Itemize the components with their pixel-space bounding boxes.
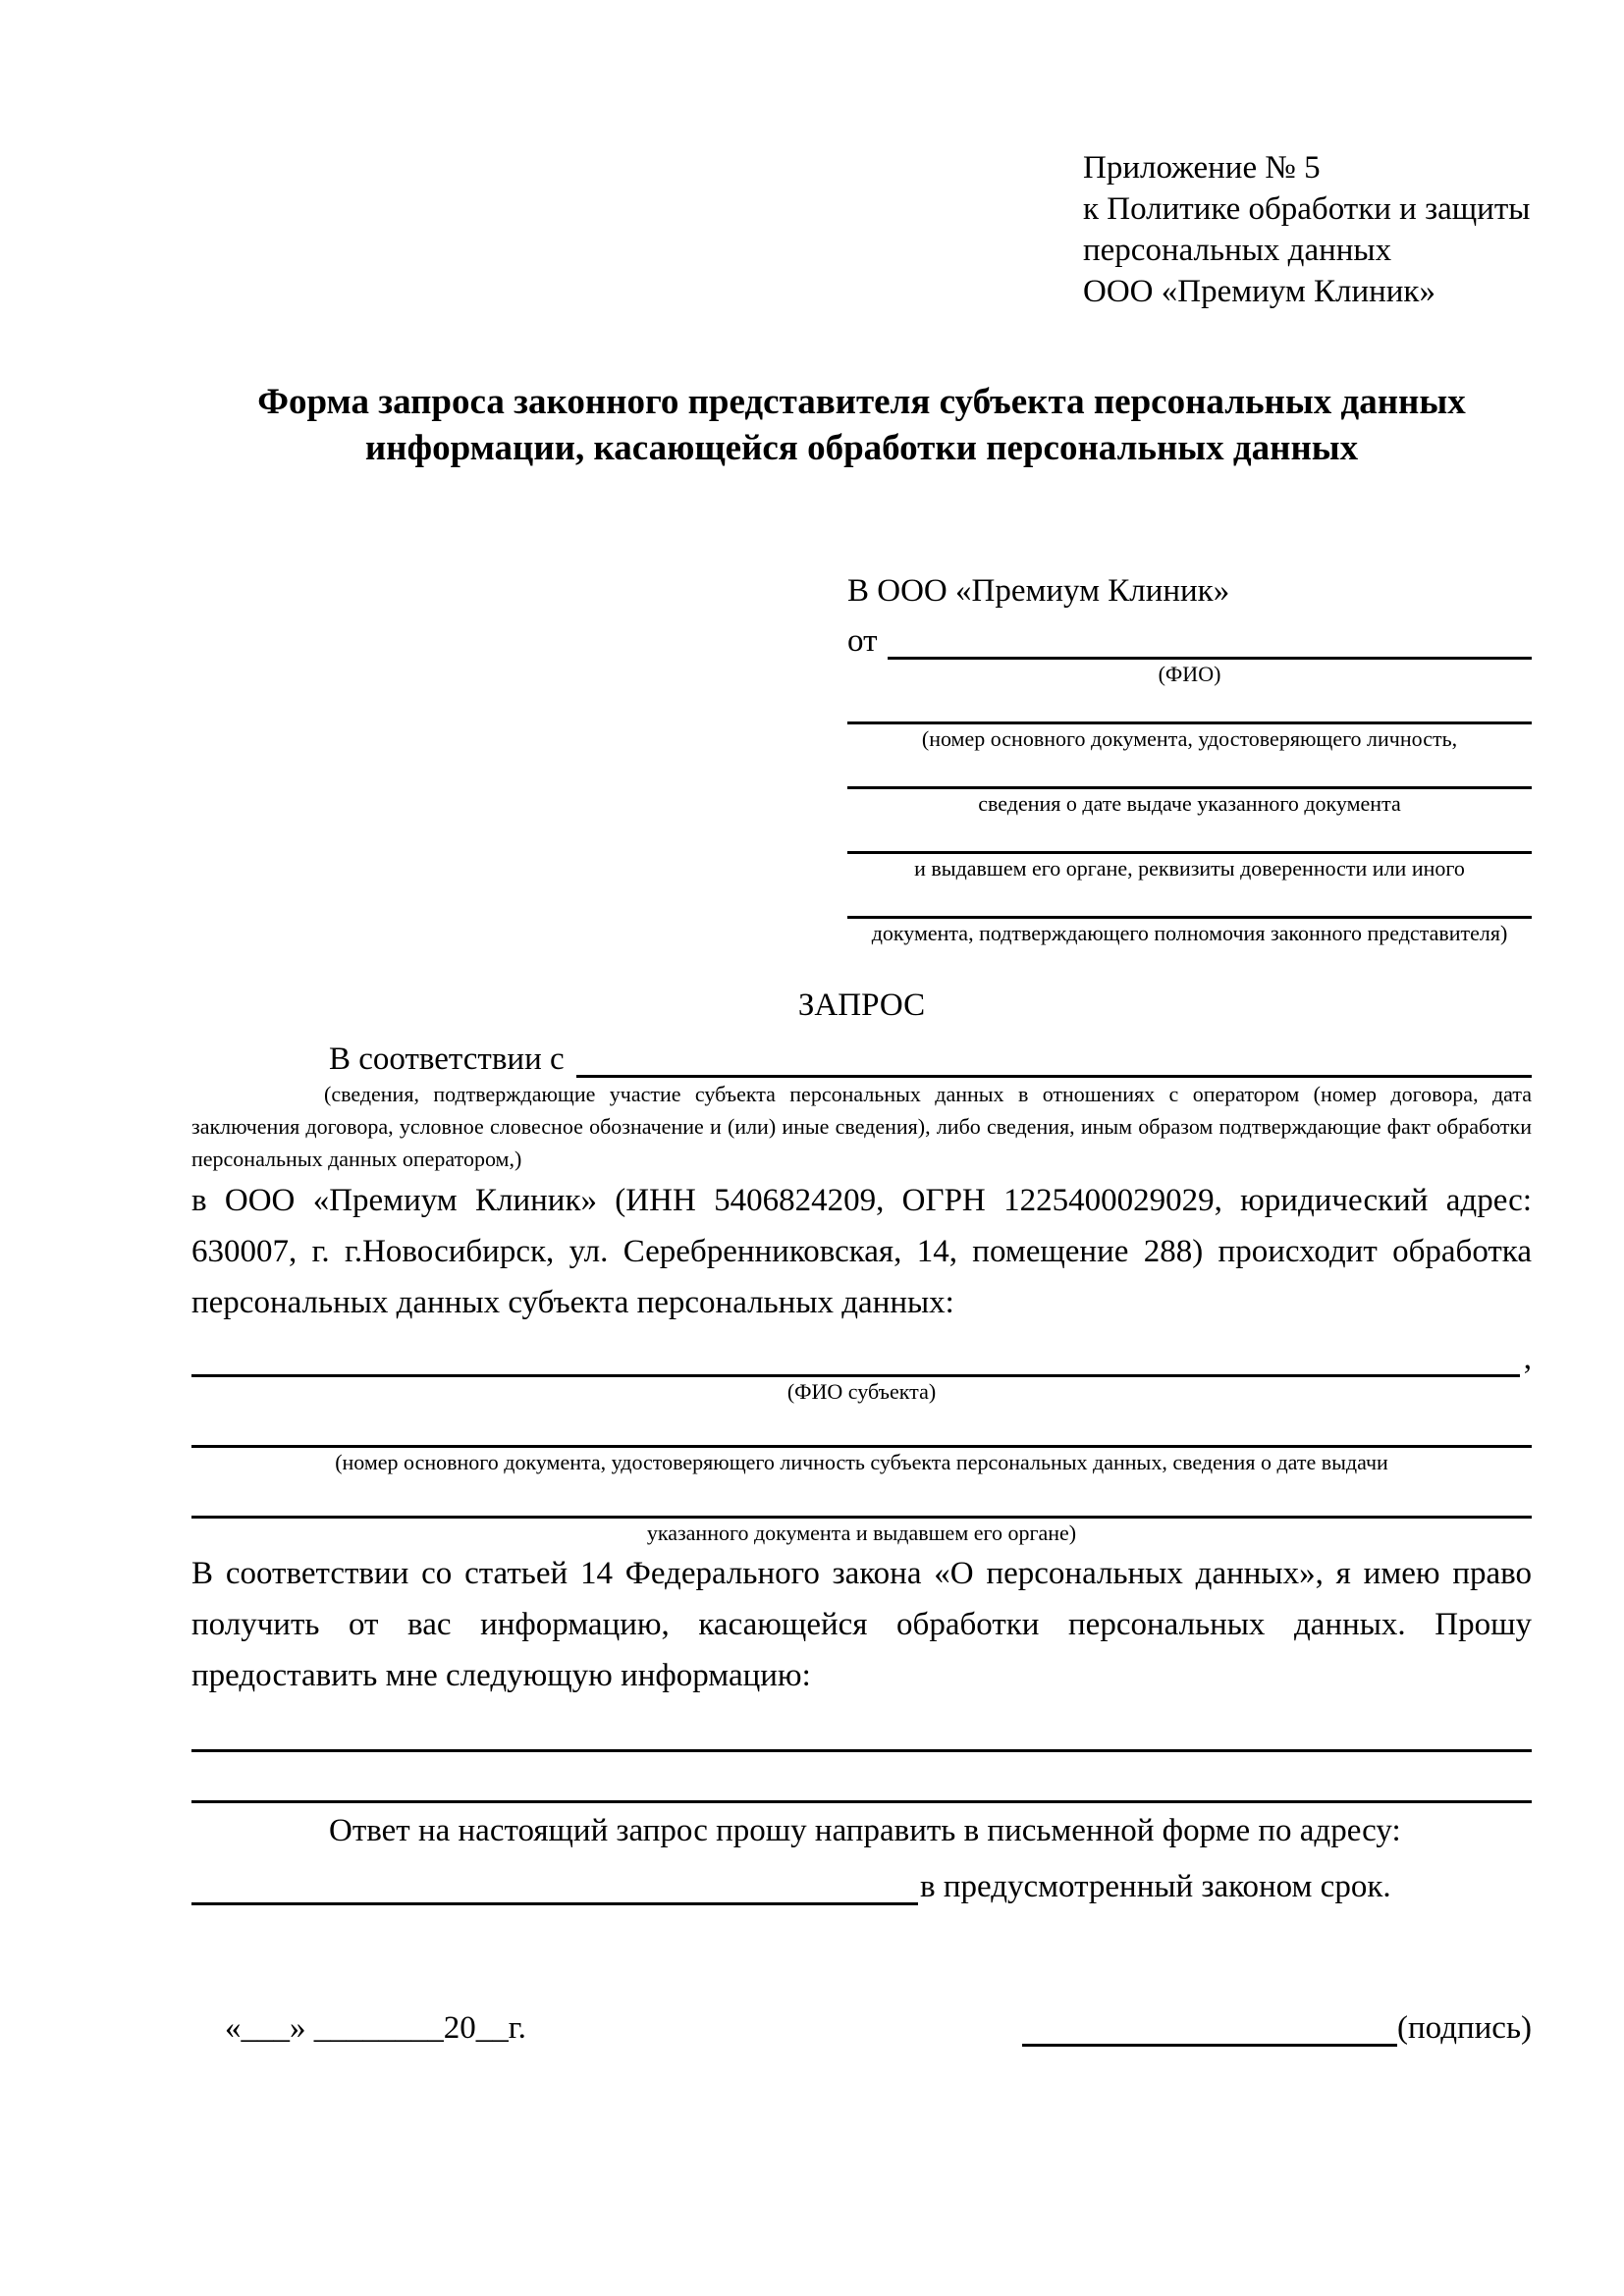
subject-fio-row — [191, 1334, 1532, 1377]
representative-doc-line-4[interactable] — [847, 883, 1532, 919]
form-title-line-1: Форма запроса законного представителя субъекта персональных данных — [257, 382, 1466, 422]
representative-doc-caption-3: и выдавшем его органе, реквизиты доверенности или иного — [914, 856, 1465, 881]
answer-paragraph: Ответ на настоящий запрос прошу направить в письменной форме по адресу: — [329, 1813, 1401, 1848]
form-title — [191, 379, 1532, 471]
representative-doc-line-3[interactable] — [847, 819, 1532, 854]
subject-fio-line[interactable] — [191, 1334, 1520, 1377]
subject-doc-line-2[interactable] — [191, 1477, 1532, 1519]
accordance-caption: (сведения, подтверждающие участие субъекта персональных данных в отношениях с оператором (номер договора, дата заключения договора, условное словесное обозначение и (или) иные сведения), либо сведения, иным образом подтверждающие факт обработки персональных данных оператором,) — [191, 1082, 1532, 1171]
answer-tail: в предусмотренный законом срок. — [920, 1869, 1391, 1904]
blank-info-line-1[interactable] — [191, 1701, 1532, 1752]
representative-doc-line-2[interactable] — [847, 754, 1532, 789]
appendix-header — [1083, 147, 1532, 312]
answer-address-row — [191, 1856, 1532, 1905]
operator-paragraph: в ООО «Премиум Клиник» (ИНН 5406824209, ОГРН 1225400029029, юридический адрес: 630007, г. г.Новосибирск, ул. Серебренниковская, 14, помещение 288) происходит обработка персональных данных субъекта персональных данных: — [191, 1183, 1532, 1320]
date-field[interactable]: «___» ________20__г. — [225, 2010, 526, 2046]
blank-info-line-2[interactable] — [191, 1752, 1532, 1803]
representative-doc-caption-4: документа, подтверждающего полномочия законного представителя) — [871, 921, 1508, 945]
appendix-line: Приложение № 5 — [1083, 150, 1321, 186]
law-paragraph: В соответствии со статьей 14 Федерального закона «О персональных данных», я имею право получить от вас информацию, касающейся обработки персональных данных. Прошу предоставить мне следующую информацию: — [191, 1556, 1532, 1693]
from-row — [847, 613, 1532, 660]
accordance-field-line[interactable] — [576, 1029, 1532, 1078]
date-signature-row — [191, 1996, 1532, 2047]
appendix-line: ООО «Премиум Клиник» — [1083, 274, 1435, 309]
representative-doc-caption-2: сведения о дате выдаче указанного документа — [978, 791, 1401, 816]
appendix-line: к Политике обработки и защиты — [1083, 191, 1531, 227]
subject-doc-line-1[interactable] — [191, 1407, 1532, 1448]
addressee-to: В ООО «Премиум Клиник» — [847, 573, 1230, 609]
accordance-row — [191, 1029, 1532, 1078]
appendix-line: персональных данных — [1083, 233, 1392, 268]
from-field-line[interactable] — [888, 613, 1533, 660]
form-title-line-2: информации, касающейся обработки персональных данных — [364, 428, 1359, 468]
signature-field-line[interactable] — [1022, 2007, 1397, 2047]
subject-fio-caption: (ФИО субъекта) — [786, 1379, 937, 1404]
subject-doc-caption-1: (номер основного документа, удостоверяющего личность субъекта персональных данных, сведения о дате выдачи — [335, 1450, 1388, 1474]
addressee-block — [847, 569, 1532, 948]
request-heading: ЗАПРОС — [797, 988, 926, 1023]
comma: , — [1523, 1341, 1532, 1376]
representative-doc-caption-1: (номер основного документа, удостоверяющего личность, — [921, 726, 1458, 751]
representative-doc-line-1[interactable] — [847, 689, 1532, 724]
signature-caption: (подпись) — [1397, 2010, 1532, 2046]
signature-group — [1022, 2007, 1532, 2047]
address-field-line[interactable] — [191, 1856, 918, 1905]
from-label: от — [847, 623, 878, 659]
subject-doc-caption-2: указанного документа и выдавшем его органе) — [646, 1521, 1077, 1545]
accordance-label: В соответствии с — [329, 1041, 565, 1077]
fio-caption: (ФИО) — [1158, 662, 1221, 686]
